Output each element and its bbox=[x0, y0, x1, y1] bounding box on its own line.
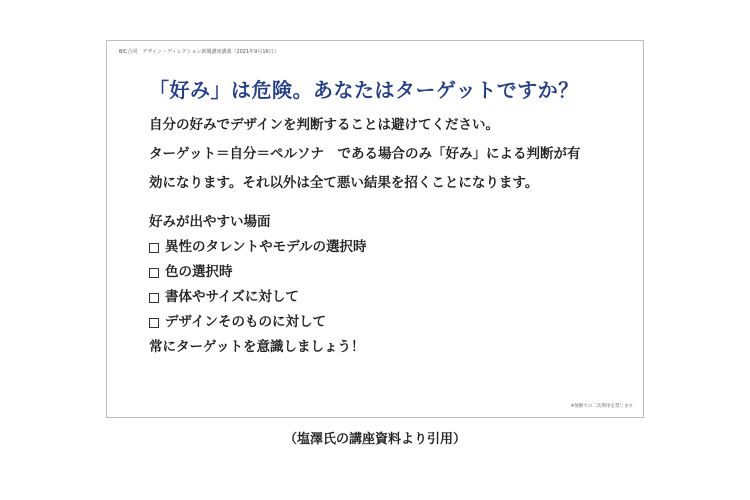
checklist-item bbox=[149, 310, 367, 335]
checklist-item bbox=[149, 235, 367, 260]
slide-body bbox=[149, 111, 580, 198]
checklist-item-label: 色の選択時 bbox=[165, 264, 233, 280]
closing-statement: 常にターゲットを意識しましょう！ bbox=[149, 339, 365, 355]
checklist-item-label: 書体やサイズに対して bbox=[165, 289, 299, 305]
slide-header: BIC合同 デザイン・ディレクション新聞講座講義（2021年9月16日） bbox=[119, 49, 279, 55]
checkbox-icon bbox=[149, 318, 159, 328]
slide-title: 「好み」は危険。あなたはターゲットですか？ bbox=[149, 78, 579, 102]
presentation-slide bbox=[106, 40, 644, 418]
checklist-item bbox=[149, 285, 367, 310]
checklist-item bbox=[149, 260, 367, 285]
body-line: 効になります。それ以外は全て悪い結果を招くことになります。 bbox=[149, 175, 539, 191]
preference-section bbox=[149, 210, 367, 360]
figure-caption: （塩澤氏の講座資料より引用） bbox=[283, 432, 466, 447]
body-line: ターゲット＝自分＝ペルソナ である場合のみ「好み」による判断が有 bbox=[149, 146, 581, 162]
checklist-item-label: 異性のタレントやモデルの選択時 bbox=[165, 239, 367, 255]
slide-footer: ※無断での二次利用を禁じます bbox=[570, 404, 633, 409]
checkbox-icon bbox=[149, 243, 159, 253]
checkbox-icon bbox=[149, 268, 159, 278]
checkbox-icon bbox=[149, 293, 159, 303]
section-heading: 好みが出やすい場面 bbox=[149, 214, 271, 230]
checklist-item-label: デザインそのものに対して bbox=[165, 314, 327, 330]
body-line: 自分の好みでデザインを判断することは避けてください。 bbox=[149, 117, 500, 133]
